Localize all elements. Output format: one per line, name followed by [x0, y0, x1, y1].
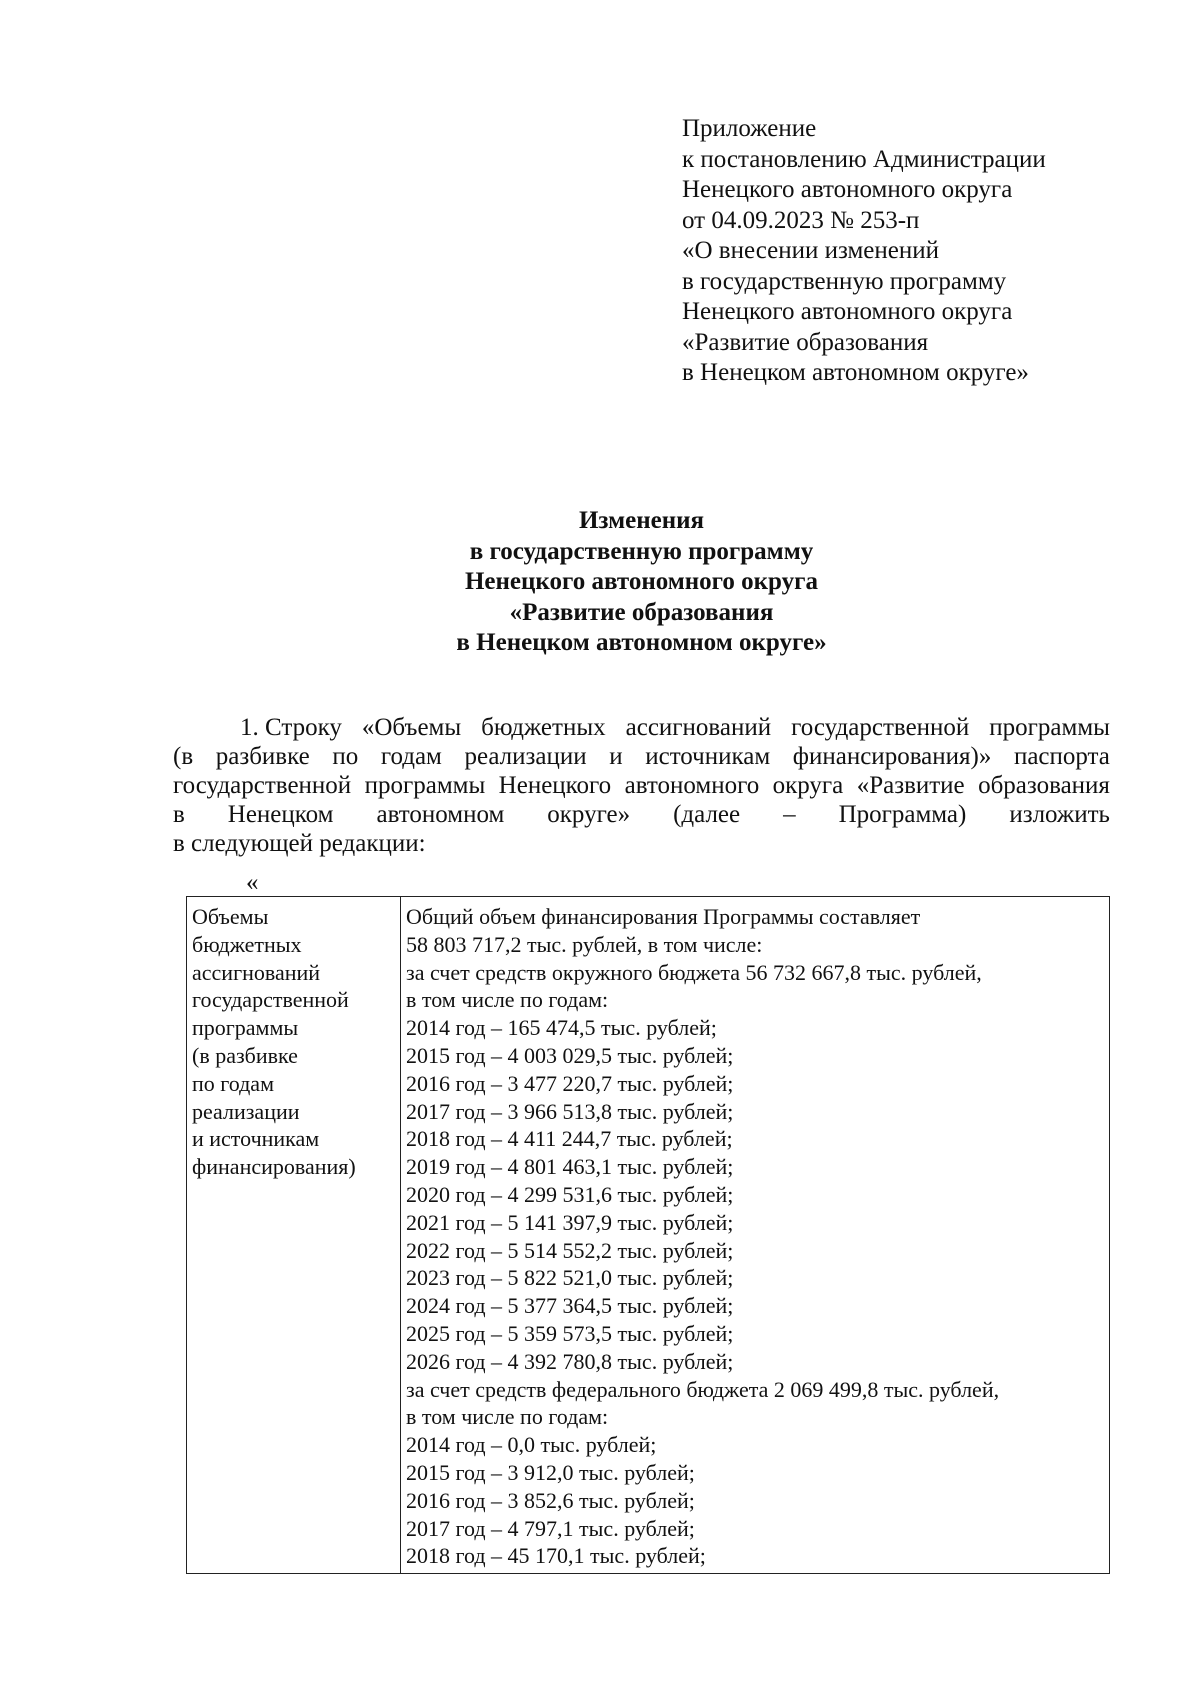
table-left-cell [192, 903, 397, 1181]
paragraph-word: образования [978, 772, 1110, 799]
right-cell-line: 2023 год – 5 822 521,0 тыс. рублей; [406, 1265, 734, 1291]
paragraph-word: округе» [547, 801, 631, 828]
appendix-line: Приложение [682, 115, 817, 142]
left-cell-line: государственной [192, 987, 349, 1013]
table-column-divider [400, 897, 401, 1573]
paragraph-word: годам [380, 743, 442, 770]
left-cell-line: и источникам [192, 1126, 320, 1152]
paragraph-word: 1. Строку [240, 714, 342, 741]
paragraph-line [173, 771, 1110, 800]
appendix-line: «О внесении изменений [682, 237, 940, 264]
left-cell-line: ассигнований [192, 959, 321, 985]
left-cell-line: реализации [192, 1098, 300, 1124]
right-cell-line: за счет средств окружного бюджета 56 732 667,8 тыс. рублей, [406, 959, 982, 985]
right-cell-line: 2020 год – 4 299 531,6 тыс. рублей; [406, 1181, 734, 1207]
paragraph-word: в [173, 801, 185, 828]
paragraph-word: разбивке [215, 743, 310, 770]
title-line: в Ненецком автономном округе» [456, 629, 827, 656]
right-cell-line: 2025 год – 5 359 573,5 тыс. рублей; [406, 1320, 734, 1346]
appendix-line: в государственную программу [682, 267, 1007, 295]
paragraph-word: (далее [673, 801, 741, 828]
right-cell-line: 2014 год – 0,0 тыс. рублей; [406, 1432, 657, 1458]
right-cell-line: 2017 год – 3 966 513,8 тыс. рублей; [406, 1098, 734, 1124]
appendix-line: Ненецкого автономного округа [682, 298, 1013, 325]
paragraph-word: автономного [624, 772, 760, 799]
paragraph-word: (в [173, 743, 194, 770]
paragraph-word: автономном [376, 801, 505, 828]
paragraph-line: в следующей редакции: [173, 830, 426, 857]
left-cell-line: бюджетных [192, 931, 302, 957]
paragraph-word: округа [772, 772, 844, 799]
right-cell-line: 2015 год – 3 912,0 тыс. рублей; [406, 1459, 695, 1485]
right-cell-line: 58 803 717,2 тыс. рублей, в том числе: [406, 931, 763, 957]
document-title [0, 506, 1200, 659]
table-right-cell [406, 903, 1106, 1570]
budget-table [186, 896, 1110, 1574]
right-cell-line: Общий объем финансирования Программы составляет [406, 904, 921, 929]
appendix-line: «Развитие образования [682, 328, 929, 356]
appendix-line: от 04.09.2023 № 253-п [682, 206, 920, 234]
right-cell-line: 2014 год – 165 474,5 тыс. рублей; [406, 1015, 717, 1041]
paragraph-line [173, 713, 1110, 742]
paragraph-word: изложить [1009, 801, 1110, 828]
paragraph-word: Ненецком [227, 801, 334, 828]
left-cell-line: по годам [192, 1070, 274, 1096]
paragraph-word: и [609, 743, 623, 770]
paragraph-line [173, 800, 1110, 829]
right-cell-line: 2021 год – 5 141 397,9 тыс. рублей; [406, 1209, 734, 1235]
title-line: в государственную программу [469, 537, 814, 565]
paragraph-word: по [332, 743, 359, 770]
paragraph-word: реализации [464, 743, 587, 770]
body-paragraph [173, 713, 1110, 858]
right-cell-line: в том числе по годам: [406, 987, 609, 1013]
appendix-header [682, 114, 1046, 389]
right-cell-line: 2019 год – 4 801 463,1 тыс. рублей; [406, 1154, 734, 1180]
right-cell-line: 2017 год – 4 797,1 тыс. рублей; [406, 1515, 695, 1541]
appendix-line: в Ненецком автономном округе» [682, 359, 1029, 386]
right-cell-line: в том числе по годам: [406, 1404, 609, 1430]
left-cell-line: программы [192, 1015, 299, 1041]
appendix-line: Ненецкого автономного округа [682, 176, 1013, 203]
title-line: Ненецкого автономного округа [464, 568, 818, 595]
right-cell-line: 2024 год – 5 377 364,5 тыс. рублей; [406, 1293, 734, 1319]
paragraph-word: «Развитие [856, 772, 965, 799]
right-cell-line: 2022 год – 5 514 552,2 тыс. рублей; [406, 1237, 734, 1263]
paragraph-word: программы [989, 714, 1110, 741]
paragraph-word: государственной [791, 714, 970, 741]
paragraph-word: Программа) [838, 801, 967, 828]
paragraph-word: «Объемы [361, 714, 462, 741]
paragraph-word: паспорта [1013, 743, 1110, 770]
paragraph-word: Ненецкого [498, 772, 612, 799]
right-cell-line: за счет средств федерального бюджета 2 069 499,8 тыс. рублей, [406, 1376, 1000, 1402]
paragraph-word: ассигнований [625, 714, 772, 741]
right-cell-line: 2018 год – 4 411 244,7 тыс. рублей; [406, 1126, 733, 1152]
opening-quote: « [246, 869, 259, 896]
right-cell-line: 2026 год – 4 392 780,8 тыс. рублей; [406, 1348, 734, 1374]
left-cell-line: финансирования) [192, 1154, 356, 1180]
left-cell-line: Объемы [192, 904, 269, 929]
paragraph-word: программы [364, 772, 486, 799]
paragraph-line [173, 742, 1110, 771]
right-cell-line: 2016 год – 3 852,6 тыс. рублей; [406, 1487, 695, 1513]
left-cell-line: (в разбивке [192, 1042, 298, 1068]
right-cell-line: 2016 год – 3 477 220,7 тыс. рублей; [406, 1070, 734, 1096]
paragraph-word: источникам [645, 743, 771, 770]
right-cell-line: 2018 год – 45 170,1 тыс. рублей; [406, 1543, 706, 1569]
right-cell-line: 2015 год – 4 003 029,5 тыс. рублей; [406, 1042, 734, 1068]
paragraph-word: финансирования)» [792, 743, 992, 770]
appendix-line: к постановлению Администрации [682, 145, 1046, 173]
title-line: «Развитие образования [509, 598, 774, 626]
title-line: Изменения [578, 507, 705, 534]
paragraph-word: – [783, 801, 796, 828]
paragraph-word: бюджетных [481, 714, 606, 741]
paragraph-word: государственной [173, 772, 352, 799]
